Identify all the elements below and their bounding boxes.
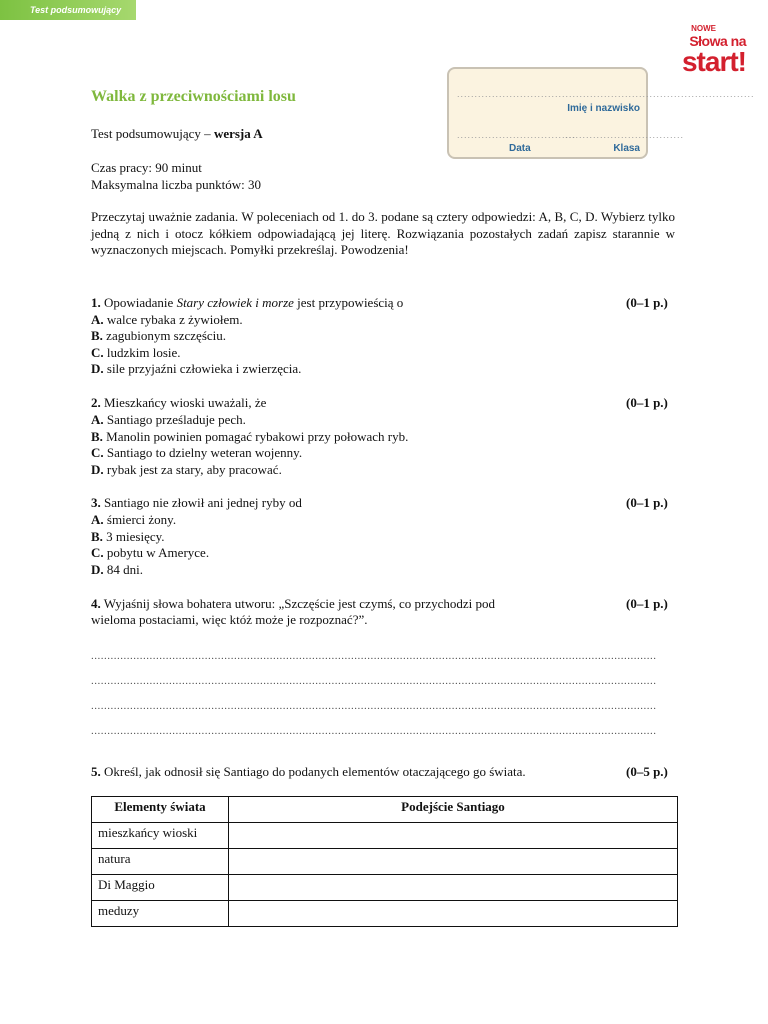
page-title: Walka z przeciwnościami losu [91, 88, 296, 105]
question-number: 3. [91, 495, 101, 510]
option-letter: C. [91, 345, 104, 360]
time-info: Czas pracy: 90 minut [91, 160, 202, 175]
class-label: Klasa [613, 143, 640, 154]
date-label: Data [509, 143, 531, 154]
option-text: Santiago to dzielny weteran wojenny. [106, 445, 303, 460]
student-info-card [447, 67, 755, 159]
table-row [92, 823, 678, 849]
option [91, 361, 301, 377]
question-4-continued: wieloma postaciami, więc któż może je rozpoznać?”. [91, 612, 368, 627]
name-field[interactable]: ..................................................................................... [457, 89, 755, 99]
option-letter: B. [91, 529, 103, 544]
question-4 [91, 596, 495, 612]
header-tag [0, 0, 136, 20]
option [91, 312, 243, 328]
question-points: (0–5 p.) [626, 764, 668, 779]
table-cell: natura [92, 849, 229, 875]
table-row [92, 875, 678, 901]
question-number: 2. [91, 395, 101, 410]
option [91, 545, 209, 561]
option [91, 429, 408, 445]
logo-line-3: start! [681, 46, 746, 77]
name-label: Imię i nazwisko [567, 103, 640, 114]
test-prefix: Test podsumowujący – [91, 126, 211, 141]
question-3 [91, 495, 302, 511]
column-header: Podejście Santiago [229, 797, 678, 823]
question-text: jest przypowieścią o [293, 295, 404, 310]
header-tag-label: Test podsumowujący [30, 5, 122, 15]
option-text: śmierci żony. [106, 512, 177, 527]
question-number: 5. [91, 764, 101, 779]
option-letter: A. [91, 512, 104, 527]
publisher-logo [662, 24, 752, 80]
column-header: Elementy świata [92, 797, 229, 823]
table-row [92, 849, 678, 875]
option-letter: D. [91, 361, 104, 376]
question-text: Określ, jak odnosił się Santiago do podanych elementów otaczającego go świata. [104, 764, 526, 779]
question-points: (0–1 p.) [626, 596, 668, 611]
option-letter: B. [91, 328, 103, 343]
logo-line-2: Słowa na [689, 33, 746, 49]
option-letter: C. [91, 445, 104, 460]
question-points: (0–1 p.) [626, 495, 668, 510]
question-2 [91, 395, 266, 411]
points-info: Maksymalna liczba punktów: 30 [91, 177, 262, 192]
book-title: Stary człowiek i morze [176, 295, 294, 310]
option-text: sile przyjaźni człowieka i zwierzęcia. [106, 361, 302, 376]
class-field[interactable]: .................................. [565, 130, 685, 140]
answer-line[interactable]: .............................................................................................................................................................................. [91, 675, 657, 687]
option [91, 328, 226, 344]
option [91, 412, 246, 428]
option [91, 445, 302, 461]
option-letter: A. [91, 312, 104, 327]
option-text: pobytu w Ameryce. [106, 545, 210, 560]
table-header-row [92, 797, 678, 823]
option-text: Manolin powinien pomagać rybakowi przy połowach ryb. [106, 429, 409, 444]
question-5 [91, 764, 526, 780]
answer-cell[interactable] [229, 849, 678, 875]
table-cell: Di Maggio [92, 875, 229, 901]
answer-table [91, 796, 678, 927]
option [91, 562, 143, 578]
option-text: 3 miesięcy. [106, 529, 165, 544]
question-text: Mieszkańcy wioski uważali, że [104, 395, 267, 410]
question-points: (0–1 p.) [626, 295, 668, 310]
answer-line[interactable]: .............................................................................................................................................................................. [91, 650, 657, 662]
option-letter: D. [91, 462, 104, 477]
option-text: rybak jest za stary, aby pracować. [106, 462, 282, 477]
option-text: ludzkim losie. [106, 345, 181, 360]
option [91, 512, 176, 528]
question-text: Wyjaśnij słowa bohatera utworu: „Szczęście jest czymś, co przychodzi pod [103, 596, 496, 611]
question-1 [91, 295, 403, 311]
answer-cell[interactable] [229, 823, 678, 849]
option-letter: D. [91, 562, 104, 577]
table-row [92, 901, 678, 927]
answer-line[interactable]: .............................................................................................................................................................................. [91, 725, 657, 737]
instructions: Przeczytaj uważnie zadania. W poleceniach od 1. do 3. podane są cztery odpowiedzi: A, B, C, D. Wybierz tylko jedną z nich i otocz kółkiem odpowiadającą jej literę. Rozwiązania pozostałych zadań zapisz starannie w wyznaczonych miejscach. Pomyłki przekreślaj. Powodzenia! [91, 209, 675, 258]
table-cell: meduzy [92, 901, 229, 927]
logo-line-1: NOWE [691, 24, 716, 33]
option-text: walce rybaka z żywiołem. [106, 312, 243, 327]
table-cell: mieszkańcy wioski [92, 823, 229, 849]
option-text: zagubionym szczęściu. [106, 328, 227, 343]
option [91, 462, 282, 478]
date-field[interactable]: .................................. [457, 130, 577, 140]
option-letter: C. [91, 545, 104, 560]
answer-line[interactable]: .............................................................................................................................................................................. [91, 700, 657, 712]
version-label: wersja A [213, 126, 263, 141]
question-points: (0–1 p.) [626, 395, 668, 410]
question-text: Santiago nie złowił ani jednej ryby od [104, 495, 302, 510]
question-number: 4. [91, 596, 101, 611]
answer-cell[interactable] [229, 901, 678, 927]
option-text: Santiago prześladuje pech. [106, 412, 246, 427]
answer-cell[interactable] [229, 875, 678, 901]
option [91, 345, 181, 361]
option [91, 529, 165, 545]
option-text: 84 dni. [106, 562, 144, 577]
option-letter: A. [91, 412, 104, 427]
question-number: 1. [91, 295, 101, 310]
option-letter: B. [91, 429, 103, 444]
test-version [91, 126, 263, 142]
question-text: Opowiadanie [104, 295, 177, 310]
